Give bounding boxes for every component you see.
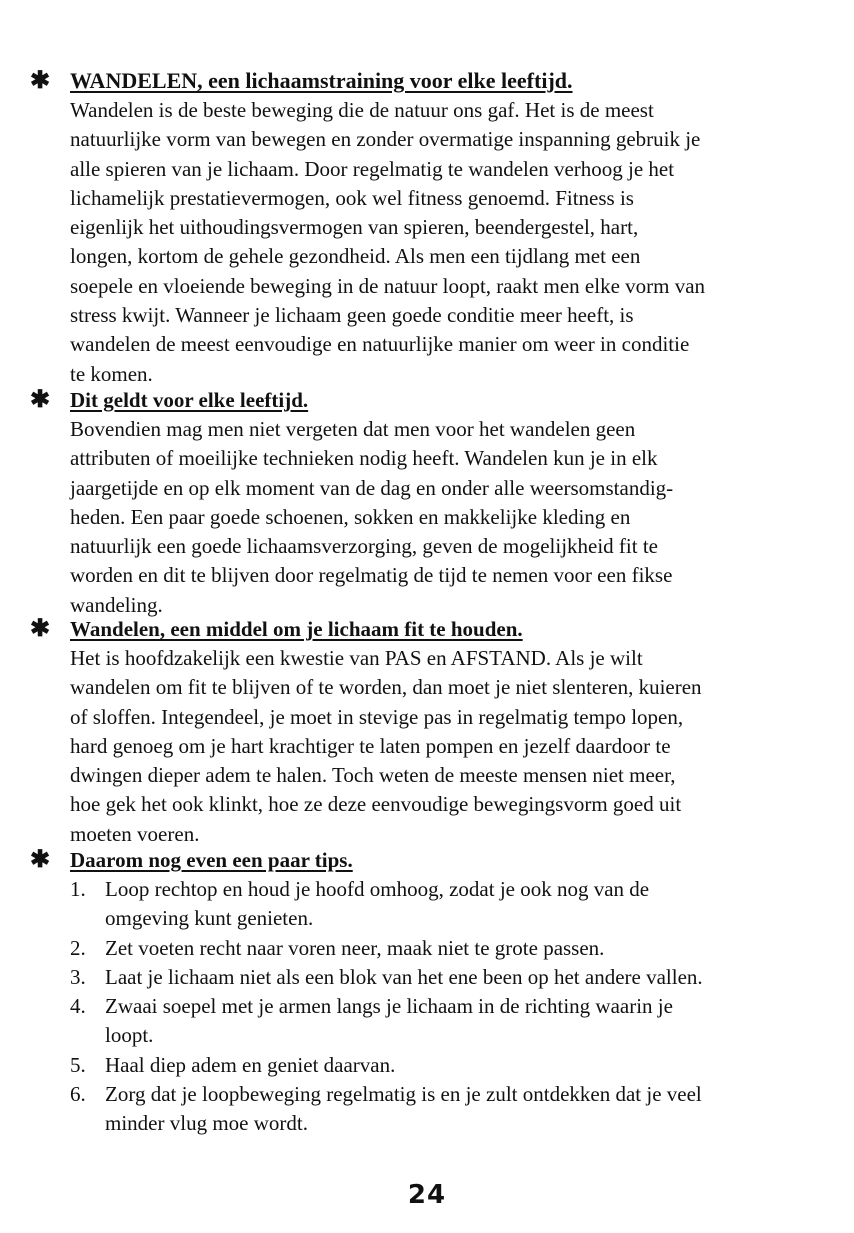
list-item-number: 2.: [70, 935, 86, 960]
asterisk-bullet-icon: ✱: [30, 847, 51, 873]
list-item-number: 4.: [70, 994, 86, 1019]
section-keep-fit: [0, 614, 854, 849]
section-heading: Daarom nog even een paar tips.: [70, 848, 353, 872]
text-line: soepele en vloeiende beweging in de natuur loopt, raakt men elke vorm van: [70, 273, 706, 298]
text-line: Bovendien mag men niet vergeten dat men voor het wandelen geen: [70, 417, 636, 441]
section-heading-row: [0, 385, 854, 415]
section-heading-row: [0, 66, 854, 96]
text-line: worden en dit te blijven door regelmatig de tijd te nemen voor een fikse: [70, 563, 673, 588]
list-item: [70, 992, 840, 1051]
text-line: wandeling.: [70, 592, 163, 617]
section-heading-row: [0, 845, 854, 875]
list-item-text: [105, 1080, 840, 1139]
text-line: Het is hoofdzakelijk een kwestie van PAS en AFSTAND. Als je wilt: [70, 646, 643, 670]
text-line: omgeving kunt genieten.: [105, 906, 314, 931]
text-line: wandelen de meest eenvoudige en natuurlijke manier om weer in conditie: [70, 332, 690, 357]
text-line: natuurlijk een goede lichaamsverzorging, geven de mogelijkheid fit te: [70, 534, 658, 559]
section-walking-training: [0, 66, 854, 389]
text-line: lichamelijk prestatievermogen, ook wel fitness genoemd. Fitness is: [70, 185, 634, 210]
list-item-number: 6.: [70, 1082, 86, 1107]
text-line: stress kwijt. Wanneer je lichaam geen goede conditie meer heeft, is: [70, 303, 634, 328]
list-item-number: 3.: [70, 964, 86, 989]
section-paragraph: [70, 96, 840, 389]
text-line: hoe gek het ook klinkt, hoe ze deze eenvoudige bewegingsvorm goed uit: [70, 792, 682, 817]
tips-list: [70, 875, 840, 1139]
text-line: natuurlijke vorm van bewegen en zonder overmatige inspanning gebruik je: [70, 127, 701, 152]
text-line: of sloffen. Integendeel, je moet in stevige pas in regelmatig tempo lopen,: [70, 704, 684, 729]
text-line: wandelen om fit te blijven of te worden, dan moet je niet slenteren, kuieren: [70, 675, 702, 700]
list-item: [70, 934, 840, 963]
list-item: [70, 1051, 840, 1080]
page-number: 24: [407, 1180, 447, 1210]
text-line: dwingen dieper adem te halen. Toch weten de meeste mensen niet meer,: [70, 763, 676, 788]
text-line: heden. Een paar goede schoenen, sokken en makkelijke kleding en: [70, 504, 631, 529]
text-line: eigenlijk het uithoudingsvermogen van spieren, beendergestel, hart,: [70, 215, 639, 240]
text-line: Laat je lichaam niet als een blok van het ene been op het andere vallen.: [105, 964, 703, 989]
text-line: loopt.: [105, 1023, 154, 1048]
list-item-number: 1.: [70, 877, 86, 901]
list-item-text: [105, 963, 840, 992]
text-line: moeten voeren.: [70, 821, 200, 846]
section-every-age: [0, 385, 854, 620]
section-heading: Dit geldt voor elke leeftijd.: [70, 388, 309, 412]
list-item: [70, 1080, 840, 1139]
text-line: jaargetijde en op elk moment van de dag en onder alle weersomstandig-: [70, 475, 674, 500]
text-line: attributen of moeilijke technieken nodig heeft. Wandelen kun je in elk: [70, 446, 658, 471]
section-heading: Wandelen, een middel om je lichaam fit te houden.: [70, 617, 523, 641]
text-line: hard genoeg om je hart krachtiger te laten pompen en jezelf daardoor te: [70, 733, 671, 758]
list-item-number: 5.: [70, 1052, 86, 1077]
list-item-text: [105, 992, 840, 1051]
text-line: minder vlug moe wordt.: [105, 1111, 308, 1136]
asterisk-bullet-icon: ✱: [30, 68, 51, 94]
list-item-text: [105, 1051, 840, 1080]
asterisk-bullet-icon: ✱: [30, 387, 51, 413]
list-item: [70, 963, 840, 992]
list-item-text: [105, 934, 840, 963]
section-paragraph: [70, 644, 840, 849]
text-line: Zet voeten recht naar voren neer, maak niet te grote passen.: [105, 935, 605, 960]
text-line: Loop rechtop en houd je hoofd omhoog, zodat je ook nog van de: [105, 877, 650, 901]
asterisk-bullet-icon: ✱: [30, 616, 51, 642]
text-line: Wandelen is de beste beweging die de natuur ons gaf. Het is de meest: [70, 98, 654, 122]
text-line: Haal diep adem en geniet daarvan.: [105, 1052, 396, 1077]
text-line: te komen.: [70, 361, 153, 386]
section-heading-row: [0, 614, 854, 644]
section-tips: [0, 845, 854, 1139]
section-heading: WANDELEN, een lichaamstraining voor elke leeftijd.: [70, 68, 573, 93]
list-item: [70, 875, 840, 934]
list-item-text: [105, 875, 840, 934]
section-paragraph: [70, 415, 840, 620]
text-line: Zwaai soepel met je armen langs je lichaam in de richting waarin je: [105, 994, 673, 1019]
text-line: Zorg dat je loopbeweging regelmatig is en je zult ontdekken dat je veel: [105, 1082, 702, 1107]
text-line: longen, kortom de gehele gezondheid. Als men een tijdlang met een: [70, 244, 641, 269]
text-line: alle spieren van je lichaam. Door regelmatig te wandelen verhoog je het: [70, 156, 675, 181]
